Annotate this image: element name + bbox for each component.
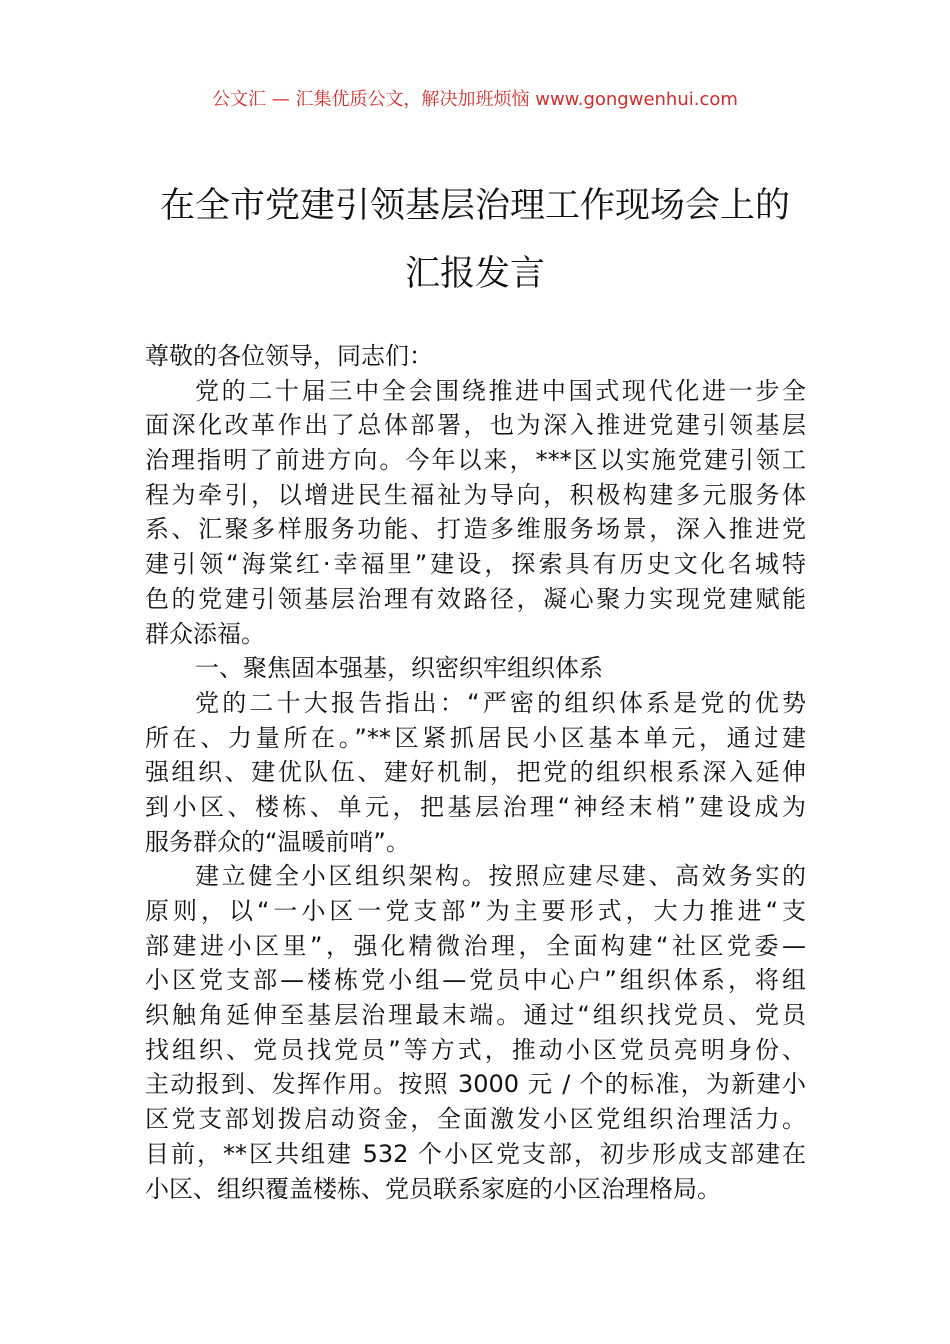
- text-line: 治理指明了前进方向。今年以来，***区以实施党建引领工: [145, 446, 806, 475]
- text-line: 系、汇聚多样服务功能、打造多维服务场景，深入推进党: [145, 515, 806, 544]
- text-line: 党的二十大报告指出：“严密的组织体系是党的优势: [195, 688, 806, 717]
- text-line: 建立健全小区组织架构。按照应建尽建、高效务实的: [195, 862, 806, 891]
- text-line: 建引领“海棠红·幸福里”建设，探索具有历史文化名城特: [145, 550, 806, 579]
- text-line: 服务群众的“温暖前哨”。: [145, 827, 410, 856]
- text-line: 群众添福。: [145, 619, 265, 648]
- text-line: 面深化改革作出了总体部署，也为深入推进党建引领基层: [145, 411, 806, 440]
- document-body: [145, 339, 806, 1206]
- text-line: 程为牵引，以增进民生福祉为导向，积极构建多元服务体: [145, 480, 806, 509]
- text-line: 目前，**区共组建 532 个小区党支部，初步形成支部建在: [145, 1139, 806, 1168]
- text-line: 到小区、楼栋、单元，把基层治理“神经末梢”建设成为: [145, 792, 806, 821]
- text-line: 原则，以“一小区一党支部”为主要形式，大力推进“支: [145, 897, 806, 925]
- text-line: 小区党支部—楼栋党小组—党员中心户”组织体系，将组: [145, 966, 806, 995]
- text-line: 区党支部划拨启动资金，全面激发小区党组织治理活力。: [145, 1105, 806, 1134]
- text-line: 织触角延伸至基层治理最末端。通过“组织找党员、党员: [145, 1001, 806, 1030]
- text-line: 强组织、建优队伍、建好机制，把党的组织根系深入延伸: [145, 758, 806, 787]
- text-line: 色的党建引领基层治理有效路径，凝心聚力实现党建赋能: [145, 584, 806, 613]
- text-line: 所在、力量所在。”**区紧抓居民小区基本单元，通过建: [145, 723, 806, 752]
- text-line: 党的二十届三中全会围绕推进中国式现代化进一步全: [195, 376, 806, 405]
- text-line: 尊敬的各位领导，同志们：: [145, 342, 433, 370]
- text-line: 主动报到、发挥作用。按照 3000 元 / 个的标准，为新建小: [145, 1070, 806, 1099]
- document-title-line-1: 在全市党建引领基层治理工作现场会上的: [159, 186, 790, 226]
- text-line: 一、聚焦固本强基，织密织牢组织体系: [195, 654, 603, 683]
- document-title-line-2: 汇报发言: [404, 254, 545, 294]
- text-line: 部建进小区里”，强化精微治理，全面构建“社区党委—: [145, 931, 806, 960]
- text-line: 找组织、党员找党员”等方式，推动小区党员亮明身份、: [145, 1035, 806, 1064]
- watermark-header: 公文汇 — 汇集优质公文，解决加班烦恼 www.gongwenhui.com: [212, 89, 738, 110]
- text-line: 小区、组织覆盖楼栋、党员联系家庭的小区治理格局。: [145, 1174, 721, 1203]
